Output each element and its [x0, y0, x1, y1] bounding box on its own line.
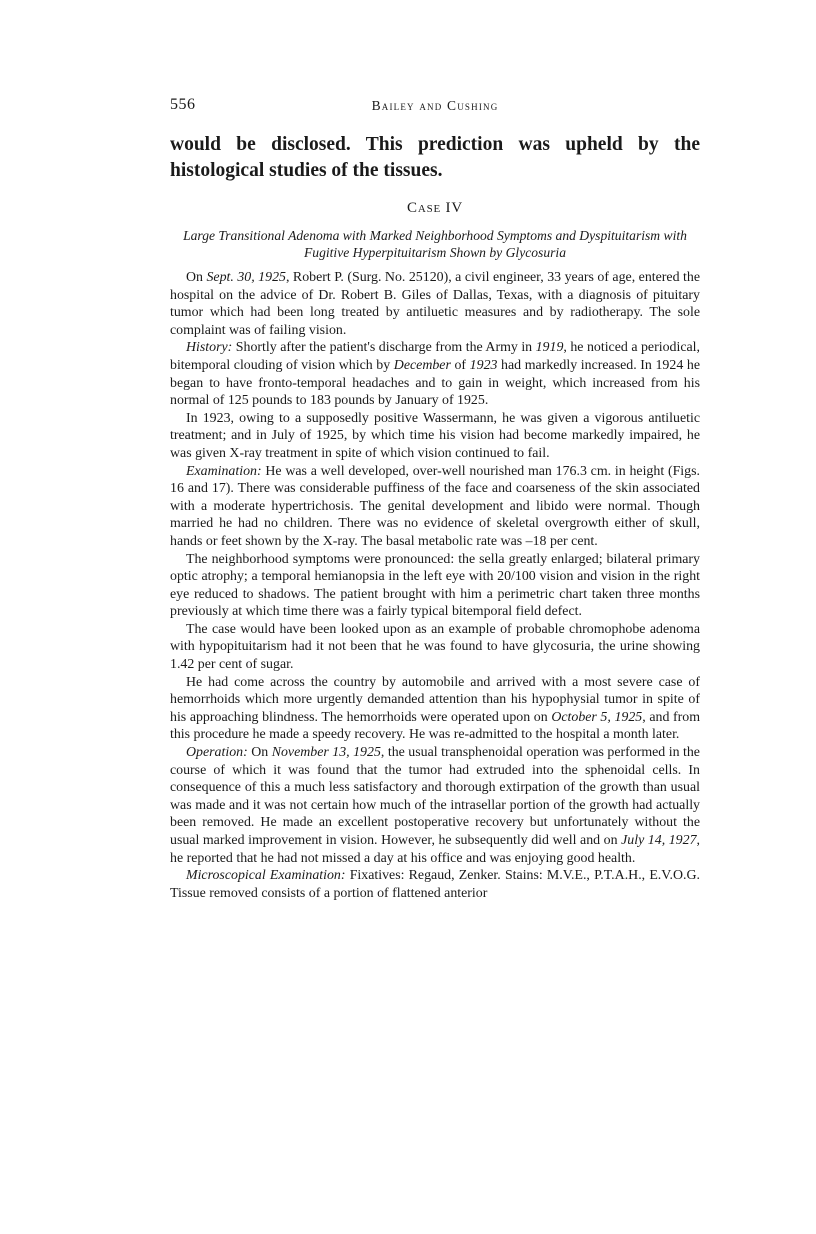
paragraph-microscopical: Microscopical Examination: Fixatives: Regaud, Zenker. Stains: M.V.E., P.T.A.H., E.V.O.G. Tissue removed consists of a portion of flattened anterior: [170, 868, 700, 901]
operation-label: Operation:: [186, 745, 248, 761]
paragraph-operation: Operation: On November 13, 1925, the usual transphenoidal operation was performed in the course of which it was found that the tumor had extruded into the sphenoidal cells. In consequence of this a much less satisfactory and thorough extirpation of the growth than usual was made and it was not certain how much of the intrasellar portion of the growth had actually been removed. He made an excellent postoperative recovery but unfortunately without the usual marked improvement in vision. However, he subsequently did well and on July 14, 1927, he reported that he had not missed a day at his office and was enjoying good health.: [170, 745, 700, 866]
paragraph-history: History: Shortly after the patient's discharge from the Army in 1919, he noticed a periodical, bitemporal clouding of vision which by December of 1923 had markedly increased. In 1924 he began to have fronto-temporal headaches and to gain in weight, which increased from his normal of 125 pounds to 183 pounds by January of 1925.: [170, 340, 700, 409]
paragraph-examination: Examination: He was a well developed, over-well nourished man 176.3 cm. in height (Figs. 16 and 17). There was considerable puffiness of the face and coarseness of the skin associated with a moderate hypertrichosis. The genital development and libido were normal. Though married he had no children. There was no evidence of skeletal overgrowth either of skull, hands or feet shown by the X-ray. The basal metabolic rate was –18 per cent.: [170, 463, 700, 549]
history-label: History:: [186, 340, 233, 356]
lead-paragraph: would be disclosed. This prediction was upheld by the histological studies of the tissues.: [170, 134, 700, 181]
examination-label: Examination:: [186, 463, 262, 479]
paragraph-admission: On Sept. 30, 1925, Robert P. (Surg. No. 25120), a civil engineer, 33 years of age, entered the hospital on the advice of Dr. Robert B. Giles of Dallas, Texas, with a diagnosis of pituitary tumor which had been long treated by antiluetic measures and by radiotherapy. The sole complaint was of failing vision.: [170, 270, 700, 338]
microscopical-label: Microscopical Examination:: [186, 868, 346, 884]
running-head: Bailey and Cushing: [371, 98, 499, 113]
paragraph-treatment: In 1923, owing to a supposedly positive Wassermann, he was given a vigorous antiluetic treatment; and in July of 1925, by which time his vision had become markedly impaired, he was given X-ray treatment in spite of which vision continued to fail.: [170, 410, 700, 461]
page-number: 556: [170, 96, 196, 113]
paragraph-hemorrhoids: He had come across the country by automobile and arrived with a most severe case of hemorrhoids which more urgently demanded attention than his hypophysial tumor in spite of his approaching blindness. The hemorrhoids were operated upon on October 5, 1925, and from this procedure he made a speedy recovery. He was re-admitted to the hospital a month later.: [170, 674, 700, 743]
case-subtitle: Large Transitional Adenoma with Marked Neighborhood Symptoms and Dyspituitarism with Fugitive Hyperpituitarism Shown by Glycosuria: [183, 228, 687, 260]
page-header: [170, 96, 700, 118]
document-page: [170, 96, 700, 902]
case-title: Case IV: [407, 200, 463, 216]
paragraph-glycosuria: The case would have been looked upon as an example of probable chromophobe adenoma with hypopituitarism had it not been that he was found to have glycosuria, the urine showing 1.42 per cent of sugar.: [170, 621, 700, 673]
paragraph-neighborhood-symptoms: The neighborhood symptoms were pronounced: the sella greatly enlarged; bilateral primary optic atrophy; a temporal hemianopsia in the left eye with 20/100 vision and vision in the right eye reduced to shadows. The patient brought with him a perimetric chart taken three months previously at which time there was a fairly typical bitemporal field defect.: [170, 551, 700, 620]
